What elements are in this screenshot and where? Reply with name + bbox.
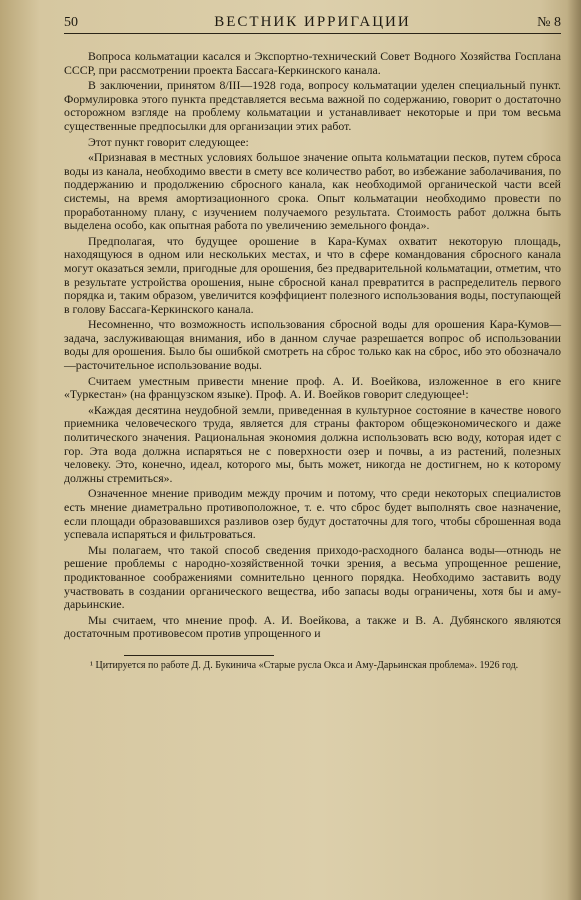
paragraph-7: Считаем уместным привести мнение проф. А. И. Воейкова, изложенное в его книге «Туркестан» (на французском языке). Проф. А. И. Воейков говорит следующее¹: [64,373,561,402]
running-header [64,14,561,34]
paragraph-9: Означенное мнение приводим между прочим и потому, что среди некоторых специалистов есть мнение диаметрально противоположное, т. е. что сброс будет выполнять свое назначение, если площади образовавшихся разливов озер будут достаточны для того, чтобы сброшенная вода успевала испаряться и фильтроваться. [64,486,561,542]
paragraph-11: Мы считаем, что мнение проф. А. И. Воейкова, а также и В. А. Дубянского являются достаточным противовесом против упрощенного и [64,612,561,641]
article-body [64,50,561,641]
paragraph-2: В заключении, принятом 8/III—1928 года, вопросу кольматации уделен специальный пункт. Формулировка этого пункта представляется весьма важной по содержанию, говорит о достаточно осторожном взгляде на проблему кольматации и устанавливает некоторые и при том весьма существенные предпосылки для организации этих работ. [64,78,561,133]
paragraph-4: «Признавая в местных условиях большое значение опыта кольматации песков, путем сброса воды из канала, необходимо ввести в смету все количество работ, во избежание заболачивания, по поддержанию и продолжению сбросного канала, как необходимой органической части всей системы, на время амортизационного срока. Опыт кольматации необходимо провести по проработанному плану, с изучением получаемого результата. Стоимость работ должна быть выделена особо, как опытная работа по увеличению земельного фонда». [64,150,561,233]
paragraph-1: Вопроса кольматации касался и Экспортно-технический Совет Водного Хозяйства Госплана СССР, при рассмотрении проекта Бассага-Керкинского канала. [64,49,561,77]
journal-title: ВЕСТНИК ИРРИГАЦИИ [214,14,411,30]
footnote: ¹ Цитируется по работе Д. Д. Букинича «Старые русла Окса и Аму-Дарьинская проблема». 1926 год. [90,659,519,671]
page-number: 50 [64,15,78,30]
footnote-rule [124,655,274,656]
paragraph-8: «Каждая десятина неудобной земли, приведенная в культурное состояние в качестве нового приемника человеческого труда, является для страны фактором общеэкономического и даже политического значения. Рациональная экономия должна использовать всю воду, которая идет с гор. Эта вода должна испаряться не с поверхности озер и почвы, а из растений, полезных человеку. Это, конечно, идеал, которого мы, быть может, никогда не достигнем, но к которому должны стремиться». [64,402,561,485]
paragraph-10: Мы полагаем, что такой способ сведения приходо-расходного баланса воды—отнюдь не решение проблемы с народно-хозяйственной точки зрения, а весьма упрощенное решение, продиктованное соображениями сомнительно ценного порядка. Необходимо заставить воду участвовать в создании органического вещества, ибо запасы воды ограничены, хотя бы и аму-дарьинские. [64,542,561,612]
paragraph-3: Этот пункт говорит следующее: [88,134,249,149]
issue-number: № 8 [537,15,561,30]
paragraph-6: Несомненно, что возможность использования сбросной воды для орошения Кара-Кумов—задача, заслуживающая внимания, ибо в данном случае разрешается вопрос об использовании воды для орошения. Было бы ошибкой смотреть на сброс только как на сброс, ибо это обозначало—расточительное использование воды. [64,317,561,373]
paragraph-5: Предполагая, что будущее орошение в Кара-Кумах охватит некоторую площадь, находящуюся в одном или нескольких местах, и что в сфере командования сбросного канала могут оказаться земли, пригодные для орошения, без предварительной кольматации, отметим, что в результате устройства орошения, ныне сбросной канал превратится в распределитель первого порядка и, таким образом, увеличится коэффициент полезного использования воды, поступающей в голову Бассага-Керкинского канала. [64,233,561,316]
